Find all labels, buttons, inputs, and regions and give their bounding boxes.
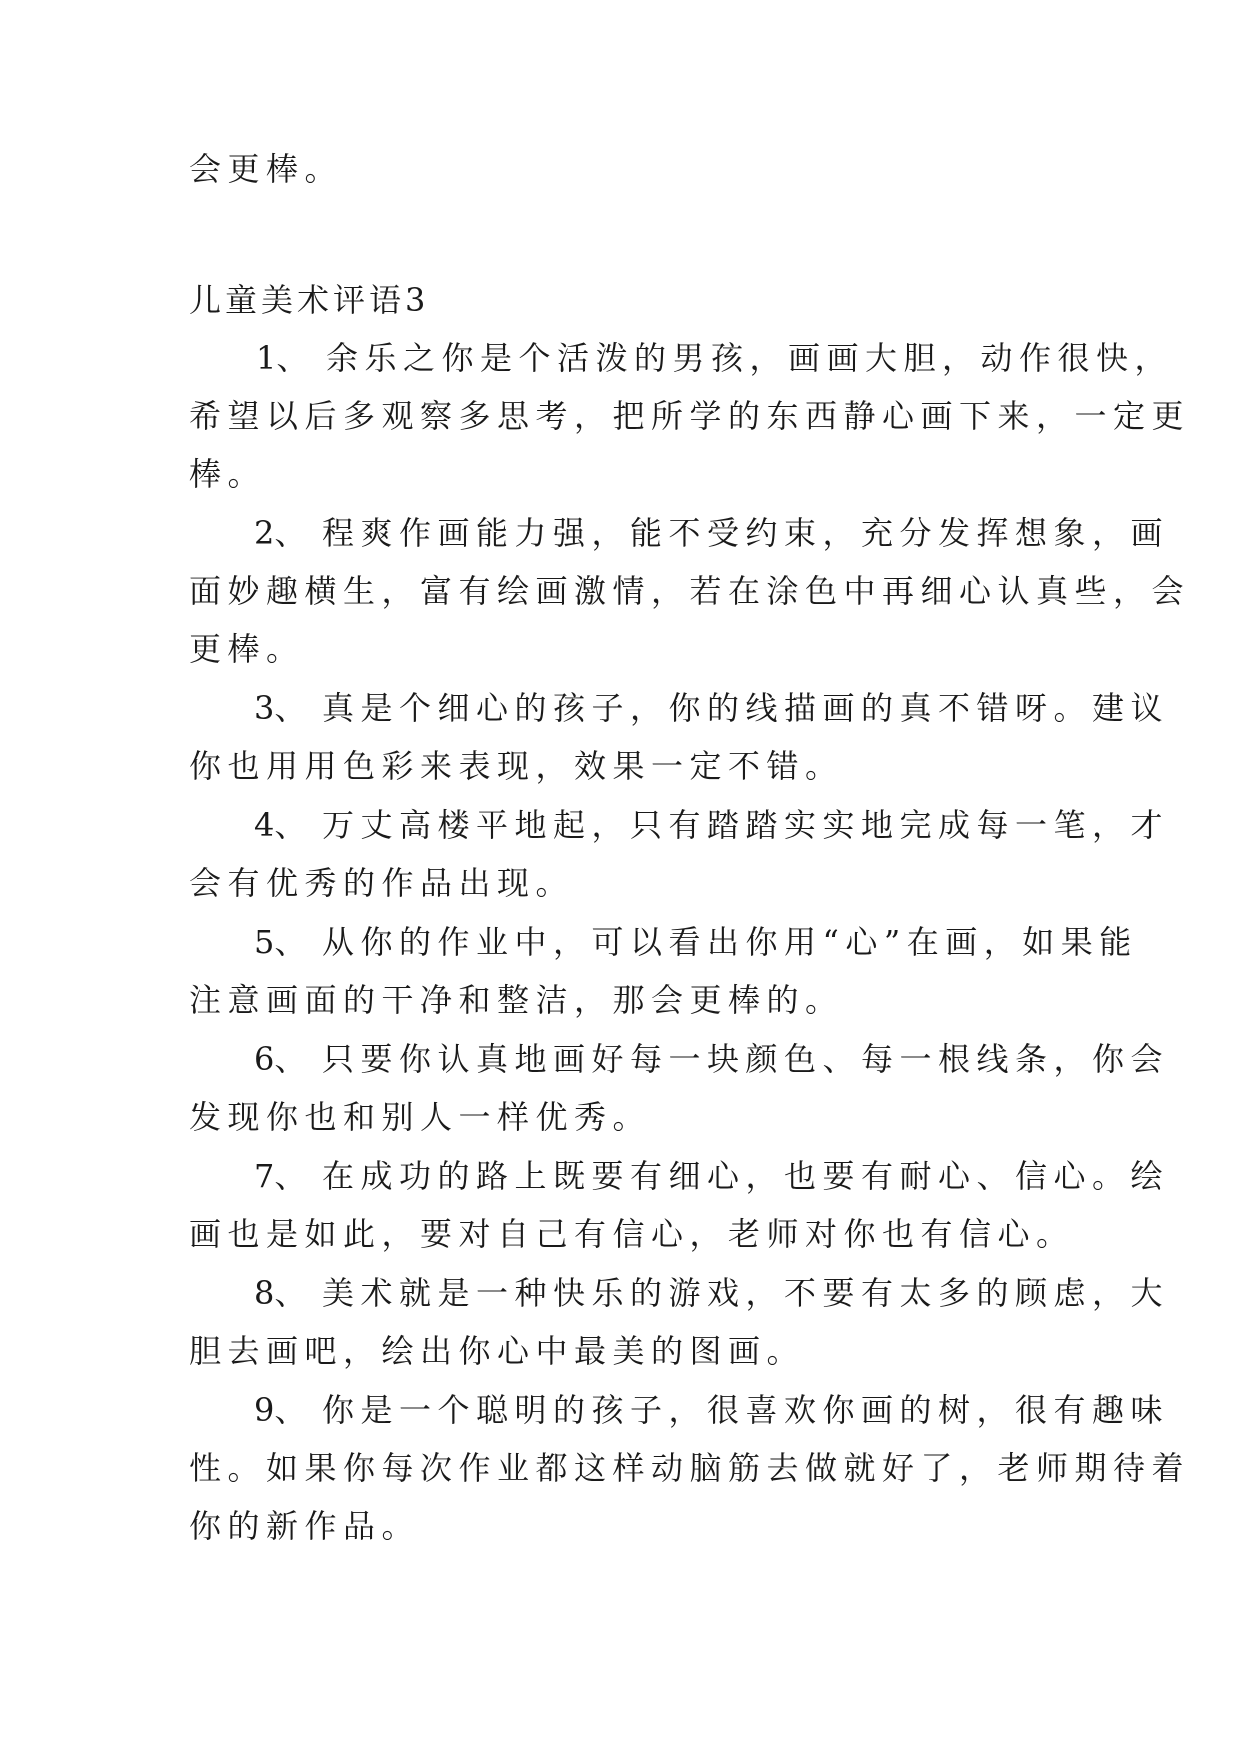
list-item-9-line-1 bbox=[254, 1390, 1169, 1430]
item-text: 程爽作画能力强，能不受约束，充分发挥想象，画 bbox=[322, 514, 1170, 552]
list-item-6-line-2: 发现你也和别人一样优秀。 bbox=[189, 1098, 652, 1136]
list-item-1-line-2: 希望以后多观察多思考，把所学的东西静心画下来，一定更 bbox=[189, 397, 1191, 435]
item-number: 6、 bbox=[254, 1040, 307, 1078]
item-text: 只要你认真地画好每一块颜色、每一根线条，你会 bbox=[322, 1040, 1170, 1078]
continuation-text: 会更棒。 bbox=[189, 150, 344, 188]
item-text: 真是个细心的孩子，你的线描画的真不错呀。建议 bbox=[322, 689, 1170, 727]
list-item-6-line-1 bbox=[254, 1039, 1169, 1079]
item-number: 3、 bbox=[254, 689, 307, 727]
list-item-3-line-2: 你也用用色彩来表现，效果一定不错。 bbox=[189, 747, 844, 785]
list-item-7-line-1 bbox=[254, 1156, 1169, 1196]
item-text: 美术就是一种快乐的游戏，不要有太多的顾虑，大 bbox=[322, 1274, 1170, 1312]
list-item-5-line-1 bbox=[254, 922, 1138, 962]
item-text: 在成功的路上既要有细心，也要有耐心、信心。绘 bbox=[322, 1157, 1170, 1195]
section-heading: 儿童美术评语3 bbox=[189, 281, 430, 319]
item-number: 4、 bbox=[254, 806, 307, 844]
list-item-2-line-1 bbox=[254, 513, 1169, 553]
item-number: 1、 bbox=[256, 339, 309, 377]
list-item-8-line-2: 胆去画吧，绘出你心中最美的图画。 bbox=[189, 1332, 806, 1370]
item-text: 余乐之你是个活泼的男孩，画画大胆，动作很快， bbox=[326, 339, 1174, 377]
list-item-2-line-3: 更棒。 bbox=[189, 630, 305, 668]
item-number: 7、 bbox=[254, 1157, 307, 1195]
list-item-5-line-2: 注意画面的干净和整洁，那会更棒的。 bbox=[189, 981, 844, 1019]
list-item-1-line-3: 棒。 bbox=[189, 455, 267, 493]
list-item-4-line-1 bbox=[254, 805, 1169, 845]
item-number: 8、 bbox=[254, 1274, 307, 1312]
list-item-9-line-3: 你的新作品。 bbox=[189, 1507, 421, 1545]
item-number: 5、 bbox=[254, 923, 307, 961]
item-text: 你是一个聪明的孩子，很喜欢你画的树，很有趣味 bbox=[322, 1391, 1170, 1429]
list-item-1-line-1 bbox=[256, 338, 1173, 378]
list-item-7-line-2: 画也是如此，要对自己有信心，老师对你也有信心。 bbox=[189, 1215, 1075, 1253]
list-item-2-line-2: 面妙趣横生，富有绘画激情，若在涂色中再细心认真些，会 bbox=[189, 572, 1191, 610]
list-item-8-line-1 bbox=[254, 1273, 1169, 1313]
item-number: 2、 bbox=[254, 514, 307, 552]
item-text: 万丈高楼平地起，只有踏踏实实地完成每一笔，才 bbox=[322, 806, 1170, 844]
list-item-9-line-2: 性。如果你每次作业都这样动脑筋去做就好了，老师期待着 bbox=[189, 1449, 1191, 1487]
item-text: 从你的作业中，可以看出你用“心”在画，如果能 bbox=[322, 923, 1138, 961]
item-number: 9、 bbox=[254, 1391, 307, 1429]
list-item-3-line-1 bbox=[254, 688, 1169, 728]
list-item-4-line-2: 会有优秀的作品出现。 bbox=[189, 864, 575, 902]
